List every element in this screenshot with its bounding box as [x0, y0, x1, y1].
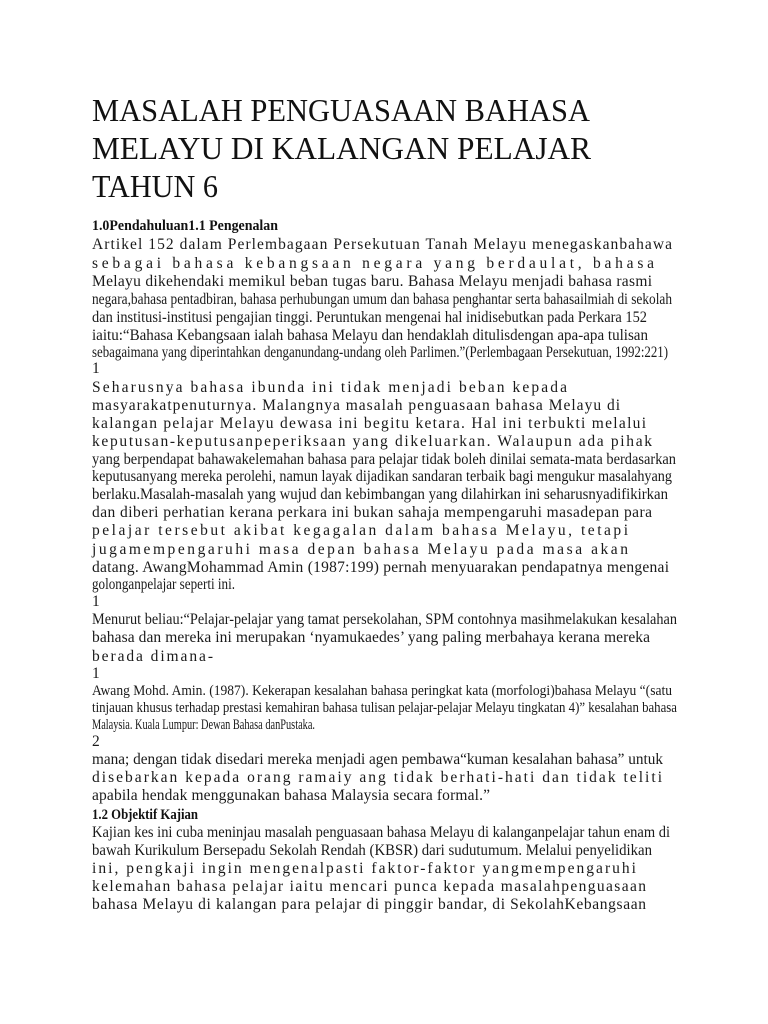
body-text-line: Menurut beliau:“Pelajar-pelajar yang tamat persekolahan, SPM contohnya masihmelakukan kesalahan	[92, 611, 678, 628]
body-text-line: kelemahan bahasa pelajar iaitu mencari punca kepada masalahpenguasaan	[92, 878, 646, 895]
footnote-text-line: tinjauan khusus terhadap prestasi kemahiran bahasa tulisan pelajar-pelajar Melayu tingkatan 4)” kesalahan bahasa	[92, 700, 678, 716]
body-text-line: negara,bahasa pentadbiran, bahasa perhubungan umum dan bahasa penghantar serta bahasailmiah di sekolah	[92, 291, 673, 308]
body-text-line: Artikel 152 dalam Perlembagaan Persekutuan Tanah Melayu menegaskanbahawa	[92, 236, 672, 253]
body-text-line: Melayu dikehendaki memikul beban tugas baru. Bahasa Melayu menjadi bahasa rasmi	[92, 273, 652, 290]
document-title-line: MASALAH PENGUASAAN BAHASA	[92, 92, 590, 128]
body-text-line: berada dimana-	[92, 648, 213, 665]
body-text-line: ini, pengkaji ingin mengenalpasti faktor-faktor yangmempengaruhi	[92, 860, 636, 877]
section-heading: 1.2 Objektif Kajian	[92, 807, 198, 823]
body-text-line: datang. AwangMohammad Amin (1987:199) pernah menyuarakan pendapatnya mengenai	[92, 559, 669, 576]
body-text-line: keputusanyang mereka perolehi, namun layak dijadikan sandaran terbaik bagi mengukur masalahyang	[92, 468, 673, 485]
body-text-line: kalangan pelajar Melayu dewasa ini begitu ketara. Hal ini terbukti melalui	[92, 415, 647, 432]
body-text-line: iaitu:“Bahasa Kebangsaan ialah bahasa Melayu dan hendaklah ditulisdengan apa-apa tulisan	[92, 327, 649, 344]
body-text-line: Kajian kes ini cuba meninjau masalah penguasaan bahasa Melayu di kalanganpelajar tahun enam di	[92, 824, 671, 841]
body-text-line: Seharusnya bahasa ibunda ini tidak menjadi beban kepada	[92, 379, 567, 396]
body-text-line: bahasa dan mereka ini merupakan ‘nyamukaedes’ yang paling merbahaya kerana mereka	[92, 629, 650, 646]
body-text-line: berlaku.Masalah-masalah yang wujud dan kebimbangan yang dilahirkan ini seharusnyadifikirkan	[92, 486, 669, 503]
body-text-line: apabila hendak menggunakan bahasa Malaysia secara formal.”	[92, 787, 490, 804]
body-text-line: bawah Kurikulum Bersepadu Sekolah Rendah (KBSR) dari sudutumum. Melalui penyelidikan	[92, 842, 653, 859]
footnote-marker: 1	[92, 665, 100, 682]
body-text-line: masyarakatpenuturnya. Malangnya masalah penguasaan bahasa Melayu di	[92, 397, 620, 414]
body-text-line: jugamempengaruhi masa depan bahasa Melayu pada masa akan	[92, 541, 628, 558]
footnote-marker: 2	[92, 733, 100, 750]
body-text-line: disebarkan kepada orang ramaiy ang tidak berhati-hati dan tidak teliti	[92, 769, 662, 786]
footnote-marker: 1	[92, 360, 100, 377]
footnote-marker: 1	[92, 593, 100, 610]
body-text-line: dan institusi-institusi pengajian tinggi. Peruntukan mengenai hal inidisebutkan pada Perkara 152	[92, 309, 647, 326]
body-text-line: dan diberi perhatian kerana perkara ini bukan sahaja mempengaruhi masadepan para	[92, 504, 652, 521]
body-text-line: pelajar tersebut akibat kegagalan dalam bahasa Melayu, tetapi	[92, 522, 629, 539]
body-text-line: golonganpelajar seperti ini.	[92, 576, 235, 593]
footnote-text-line: Awang Mohd. Amin. (1987). Kekerapan kesalahan bahasa peringkat kata (morfologi)bahasa Melayu “(satu	[92, 683, 673, 699]
body-text-line: keputusan-keputusanpeperiksaan yang dikeluarkan. Walaupun ada pihak	[92, 433, 653, 450]
document-title-line: TAHUN 6	[92, 168, 218, 204]
document-title-line: MELAYU DI KALANGAN PELAJAR	[92, 130, 592, 166]
footnote-text-line: Malaysia. Kuala Lumpur: Dewan Bahasa danPustaka.	[92, 717, 315, 733]
body-text-line: mana; dengan tidak disedari mereka menjadi agen pembawa“kuman kesalahan bahasa” untuk	[92, 751, 664, 768]
body-text-line: yang berpendapat bahawakelemahan bahasa para pelajar tidak boleh dinilai semata-mata berdasarkan	[92, 451, 677, 468]
body-text-line: sebagai bahasa kebangsaan negara yang berdaulat, bahasa	[92, 255, 654, 272]
section-heading: 1.0Pendahuluan1.1 Pengenalan	[92, 218, 278, 234]
body-text-line: bahasa Melayu di kalangan para pelajar di pinggir bandar, di SekolahKebangsaan	[92, 896, 646, 913]
body-text-line: sebagaimana yang diperintahkan denganundang-undang oleh Parlimen.”(Perlembagaan Persekutuan, 1992:221)	[92, 344, 668, 361]
